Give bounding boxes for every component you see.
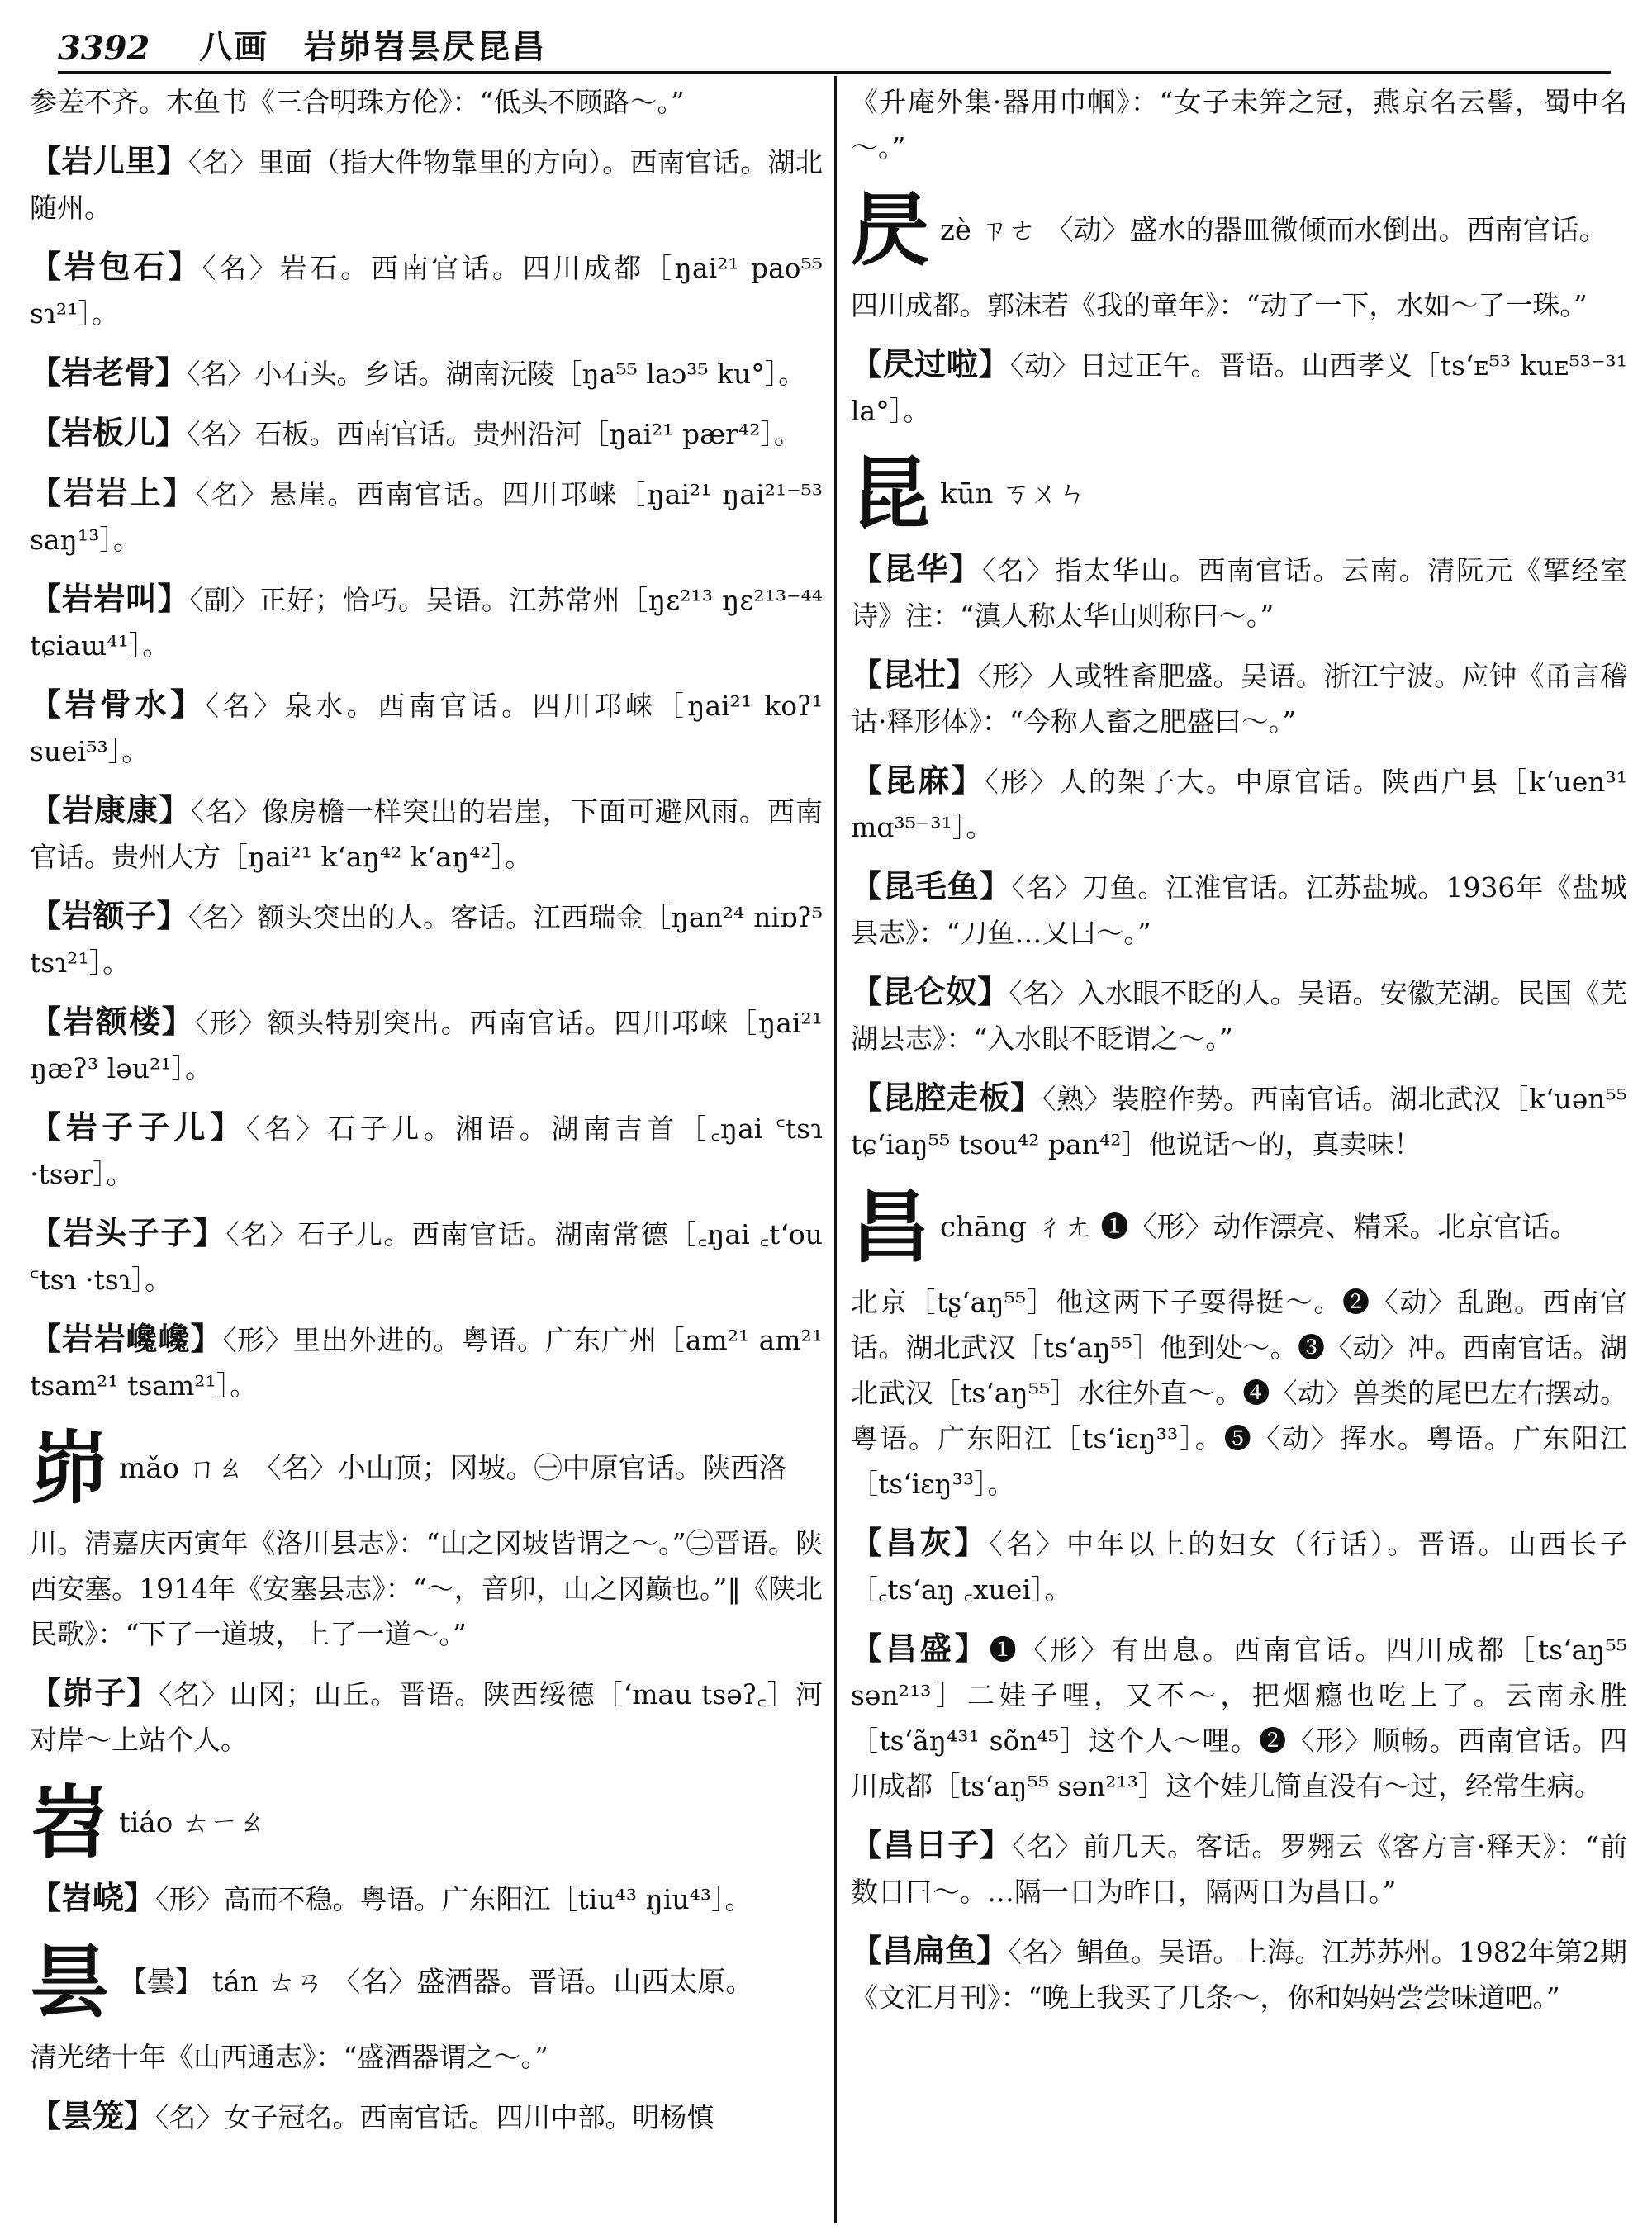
entry-headword: 【岩额楼】	[30, 1003, 195, 1040]
character-definition: mǎo ㄇㄠ 〈名〉小山顶；冈坡。㊀中原官话。陕西洛	[119, 1452, 787, 1485]
entry-headword: 【昆壮】	[851, 656, 978, 693]
entry-text: 四川成都。郭沫若《我的童年》：“动了一下，水如～了一珠。”	[851, 289, 1588, 321]
head-character: 昆	[851, 447, 930, 540]
character-heading	[30, 1776, 823, 1868]
dictionary-entry	[30, 787, 823, 880]
entry-headword: 【岩老骨】	[30, 353, 188, 391]
entry-continuation	[851, 1279, 1627, 1506]
entry-text: 〈形〉高而不稳。粤语。广东阳江［tiu⁴³ ŋiu⁴³］。	[155, 1883, 752, 1915]
entry-headword: 【昌扁鱼】	[851, 1932, 1009, 1969]
entry-headword: 【昆麻】	[851, 762, 985, 799]
entry-headword: 【岩子子儿】	[30, 1108, 246, 1146]
dictionary-entry	[30, 2093, 823, 2140]
entry-headword: 【岩包石】	[30, 248, 202, 285]
left-column	[30, 79, 823, 2218]
entry-headword: 【峁子】	[30, 1674, 159, 1711]
entry-continuation	[851, 79, 1627, 170]
entry-continuation	[30, 2034, 823, 2080]
dictionary-entry	[851, 652, 1627, 744]
entry-text: 〈形〉人或牲畜肥盛。吴语。浙江宁波。应钟《甬言稽诂·释形体》：“今称人畜之肥盛曰～。”	[851, 660, 1627, 738]
character-definition: tiáo ㄊㄧㄠ	[119, 1806, 267, 1839]
entry-headword: 【岩板儿】	[30, 414, 188, 451]
entry-text: 〈动〉日过正午。晋语。山西孝义［ts‘ᴇ⁵³ kuᴇ⁵³⁻³¹ la°］。	[851, 349, 1627, 427]
entry-text: 〈名〉指太华山。西南官话。云南。清阮元《揅经室诗》注：“滇人称太华山则称曰～。”	[851, 554, 1627, 632]
dictionary-entry	[851, 1822, 1627, 1914]
character-definition: zè ㄗㄜ 〈动〉盛水的器皿微倾而水倒出。西南官话。	[940, 214, 1607, 247]
entry-text: 〈形〉人的架子大。中原官话。陕西户县［k‘uen³¹ mɑ³⁵⁻³¹］。	[851, 766, 1627, 843]
dictionary-entry	[851, 969, 1627, 1061]
character-heading	[30, 1935, 823, 2028]
entry-text: 〈熟〉装腔作势。西南官话。湖北武汉［k‘uən⁵⁵ tɕ‘iaŋ⁵⁵ tsou⁴² pan⁴²］他说话～的，真卖味！	[851, 1083, 1627, 1160]
entry-headword: 【岩儿里】	[30, 142, 188, 179]
dictionary-entry	[30, 999, 823, 1091]
entry-text: 《升庵外集·器用巾帼》：“女子未笄之冠，燕京名云髻，蜀中名～。”	[851, 86, 1627, 164]
entry-text: 〈名〉中年以上的妇女（行话）。晋语。山西长子［꜀ts‘aŋ ꜀xuei］。	[851, 1528, 1627, 1606]
right-column	[851, 79, 1627, 2218]
section-heading: 八画 岩峁岧昙昃昆昌	[199, 27, 547, 66]
dictionary-entry	[851, 546, 1627, 638]
character-definition: chāng ㄔㄤ ❶〈形〉动作漂亮、精采。北京官话。	[940, 1211, 1578, 1244]
dictionary-entry	[851, 1075, 1627, 1167]
dictionary-entry	[30, 1670, 823, 1763]
header-divider	[58, 71, 1611, 74]
entry-headword: 【昃过啦】	[851, 345, 1010, 382]
dictionary-entry	[851, 341, 1627, 434]
character-definition: kūn ㄎㄨㄣ	[940, 477, 1087, 510]
dictionary-entry	[30, 681, 823, 774]
entry-text: 〈名〉里面（指大件物靠里的方向）。西南官话。湖北随州。	[30, 146, 823, 224]
entry-text: 〈名〉石子儿。湘语。湖南吉首［꜀ŋai ꜂tsɿ ·tsər］。	[30, 1113, 823, 1190]
entry-text: 〈名〉入水眼不眨的人。吴语。安徽芜湖。民国《芜湖县志》：“入水眼不眨谓之～。”	[851, 977, 1627, 1055]
dictionary-entry	[30, 1875, 823, 1922]
entry-text: 〈名〉像房檐一样突出的岩崖，下面可避风雨。西南官话。贵州大方［ŋai²¹ k‘aŋ⁴² k‘aŋ⁴²］。	[30, 795, 823, 873]
character-definition: 【曇】 tán ㄊㄢ 〈名〉盛酒器。晋语。山西太原。	[119, 1966, 754, 1999]
column-divider	[834, 76, 837, 2223]
dictionary-entry	[851, 1520, 1627, 1612]
dictionary-entry	[30, 349, 823, 396]
entry-continuation	[851, 282, 1627, 328]
dictionary-entry	[30, 410, 823, 457]
dictionary-entry	[30, 1210, 823, 1302]
dictionary-entry	[30, 244, 823, 336]
entry-text: 〈名〉前几天。客话。罗翙云《客方言·释天》：“前数日曰～。…隔一日为昨日，隔两日为昌日。”	[851, 1830, 1627, 1908]
entry-text: 参差不齐。木鱼书《三合明珠方伦》：“低头不顾路～。”	[30, 86, 685, 118]
entry-headword: 【岩头子子】	[30, 1214, 226, 1251]
character-heading	[30, 1421, 823, 1514]
character-heading	[851, 447, 1627, 539]
character-heading	[851, 1180, 1627, 1273]
entry-text: 〈副〉正好；恰巧。吴语。江苏常州［ŋɛ²¹³ ŋɛ²¹³⁻⁴⁴ tɕiaɯ⁴¹］。	[30, 584, 823, 662]
entry-headword: 【昆腔走板】	[851, 1079, 1042, 1116]
entry-headword: 【岩岩巉巉】	[30, 1320, 223, 1357]
entry-headword: 【昆华】	[851, 550, 982, 587]
dictionary-entry	[851, 1928, 1627, 2020]
entry-continuation	[30, 79, 823, 125]
entry-text: 〈形〉额头特别突出。西南官话。四川邛崃［ŋai²¹ ŋæʔ³ ləu²¹］。	[30, 1007, 823, 1084]
head-character: 岧	[30, 1776, 109, 1869]
entry-text: 〈名〉石板。西南官话。贵州沿河［ŋai²¹ pær⁴²］。	[187, 418, 801, 450]
entry-text: 〈形〉里出外进的。粤语。广东广州［am²¹ am²¹ tsam²¹ tsam²¹］。	[30, 1324, 823, 1402]
entry-headword: 【岩额子】	[30, 897, 188, 934]
dictionary-entry	[30, 470, 823, 562]
dictionary-entry	[30, 138, 823, 230]
entry-text: 北京［tʂ‘aŋ⁵⁵］他这两下子耍得挺～。❷〈动〉乱跑。西南官话。湖北武汉［ts‘aŋ⁵⁵］他到处～。❸〈动〉冲。西南官话。湖北武汉［ts‘aŋ⁵⁵］水往外直～。❹〈动〉兽类的尾巴左右摆动。粤语。广东阳江［ts‘iɛŋ³³］。❺〈动〉挥水。粤语。广东阳江［ts‘iɛŋ³³］。	[851, 1286, 1627, 1500]
entry-text: 〈名〉泉水。西南官话。四川邛崃［ŋai²¹ koʔ¹ suei⁵³］。	[30, 690, 823, 767]
entry-text: 清光绪十年《山西通志》：“盛酒器谓之～。”	[30, 2041, 548, 2073]
entry-headword: 【岩骨水】	[30, 686, 206, 723]
entry-continuation	[30, 1521, 823, 1657]
entry-text: 〈名〉悬崖。西南官话。四川邛崃［ŋai²¹ ŋai²¹⁻⁵³ saŋ¹³］。	[30, 478, 823, 556]
entry-text: 〈名〉额头突出的人。客话。江西瑞金［ŋan²⁴ niɒʔ⁵ tsɿ²¹］。	[30, 901, 823, 979]
head-character: 昙	[30, 1935, 109, 2028]
entry-headword: 【昌日子】	[851, 1826, 1013, 1863]
entry-text: 〈名〉岩石。西南官话。四川成都［ŋai²¹ pao⁵⁵ sɿ²¹］。	[30, 252, 823, 330]
dictionary-entry	[30, 576, 823, 668]
head-character: 昌	[851, 1180, 930, 1274]
entry-headword: 【昆仑奴】	[851, 973, 1009, 1010]
entry-headword: 【昌盛】	[851, 1630, 990, 1667]
entry-headword: 【岧峣】	[30, 1879, 156, 1916]
dictionary-entry	[851, 757, 1627, 850]
head-character: 峁	[30, 1421, 109, 1515]
entry-text: 〈名〉刀鱼。江淮官话。江苏盐城。1936年《盐城县志》：“刀鱼…又曰～。”	[851, 871, 1627, 949]
dictionary-entry	[30, 1104, 823, 1197]
entry-headword: 【岩岩叫】	[30, 580, 190, 617]
page-header	[58, 18, 1611, 68]
entry-headword: 【岩岩上】	[30, 474, 196, 511]
dictionary-entry	[30, 1316, 823, 1408]
entry-text: 〈名〉山冈；山丘。晋语。陕西绥德［‘mau tsəʔ꜀］河对岸～上站个人。	[30, 1678, 823, 1756]
entry-text: ❶〈形〉有出息。西南官话。四川成都［ts‘aŋ⁵⁵ sən²¹³］二娃子哩，又不～，把烟瘾也吃上了。云南永胜［ts‘ãŋ⁴³¹ sõn⁴⁵］这个人～哩。❷〈形〉顺畅。西南官话。四川成都［ts‘aŋ⁵⁵ sən²¹³］这个娃儿简直没有～过，经常生病。	[851, 1634, 1627, 1802]
entry-headword: 【昆毛鱼】	[851, 867, 1012, 904]
dictionary-entry	[30, 893, 823, 985]
entry-headword: 【昌灰】	[851, 1524, 990, 1561]
dictionary-entry	[851, 863, 1627, 956]
entry-text: 〈名〉女子冠名。西南官话。四川中部。明杨慎	[155, 2101, 714, 2133]
entry-text: 〈名〉小石头。乡话。湖南沅陵［ŋa⁵⁵ laɔ³⁵ ku°］。	[187, 358, 806, 390]
head-character: 昃	[851, 183, 930, 277]
character-heading	[851, 183, 1627, 276]
entry-headword: 【岩康康】	[30, 791, 192, 828]
page-number: 3392	[58, 29, 150, 68]
dictionary-entry	[851, 1625, 1627, 1809]
entry-text: 〈名〉石子儿。西南官话。湖南常德［꜀ŋai ꜀t‘ou ꜂tsɿ ·tsɿ］。	[30, 1218, 823, 1296]
entry-text: 〈名〉鲳鱼。吴语。上海。江苏苏州。1982年第2期《文汇月刊》：“晚上我买了几条～，你和妈妈尝尝味道吧。”	[851, 1936, 1627, 2014]
entry-text: 川。清嘉庆丙寅年《洛川县志》：“山之冈坡皆谓之～。”㊁晋语。陕西安塞。1914年《安塞县志》：“～，音卯，山之冈巅也。”‖《陕北民歌》：“下了一道坡，上了一道～。”	[30, 1527, 823, 1650]
entry-headword: 【昙笼】	[30, 2097, 156, 2134]
